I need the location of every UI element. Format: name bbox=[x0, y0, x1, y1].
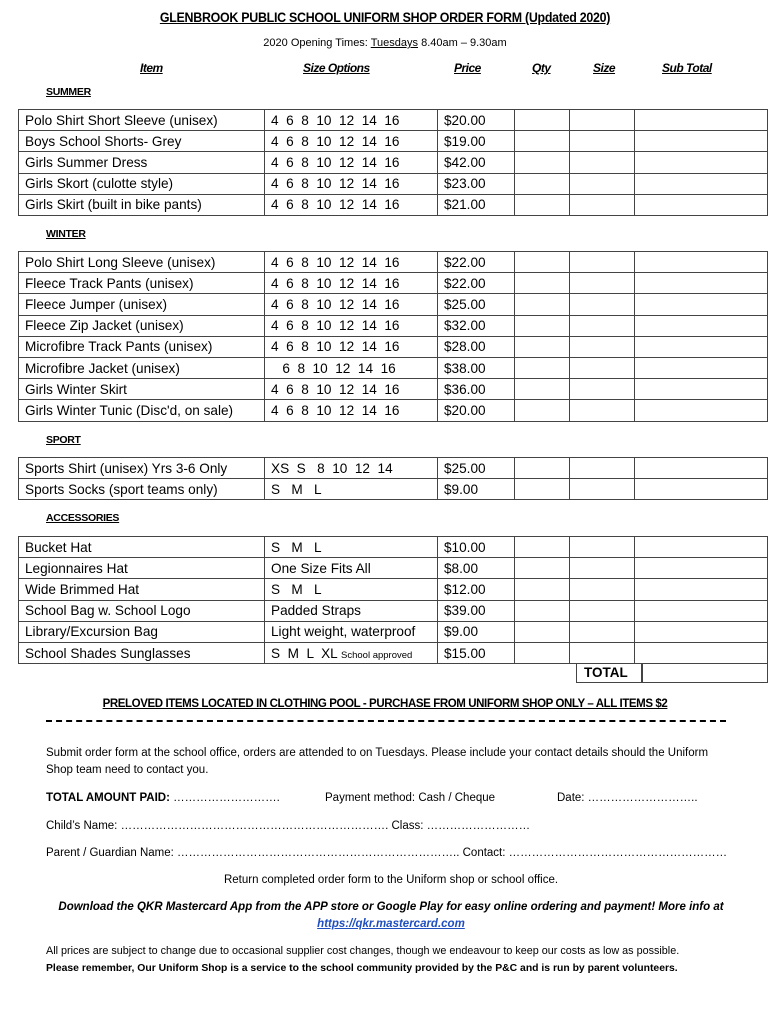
size-field[interactable] bbox=[570, 110, 635, 131]
header-size-options: Size Options bbox=[303, 61, 370, 75]
size-field[interactable] bbox=[570, 600, 635, 621]
table-row bbox=[19, 621, 768, 642]
qkr-promo-text: Download the QKR Mastercard App from the APP store or Google Play for easy online ordering and payment! More info at bbox=[58, 901, 724, 913]
size-options: 6 8 10 12 14 16 bbox=[265, 357, 438, 378]
item-name: Boys School Shorts- Grey bbox=[19, 131, 265, 152]
qkr-promo bbox=[46, 899, 736, 933]
size-options: 4 6 8 10 12 14 16 bbox=[265, 152, 438, 173]
date-field[interactable]: Date: ……………………….. bbox=[557, 792, 698, 804]
size-options: S M L bbox=[265, 579, 438, 600]
size-options: 4 6 8 10 12 14 16 bbox=[265, 110, 438, 131]
item-price: $25.00 bbox=[438, 458, 515, 479]
size-field[interactable] bbox=[570, 479, 635, 500]
item-name: Fleece Jumper (unisex) bbox=[19, 294, 265, 315]
item-price: $20.00 bbox=[438, 110, 515, 131]
section-label-sport: SPORT bbox=[46, 434, 81, 446]
item-price: $9.00 bbox=[438, 479, 515, 500]
parent-name-field[interactable]: Parent / Guardian Name: ……………………………………………………………….. Contact: ………………………………………………… bbox=[46, 847, 728, 859]
item-price: $15.00 bbox=[438, 642, 515, 663]
qty-field[interactable] bbox=[515, 194, 570, 215]
subtotal-field[interactable] bbox=[635, 336, 768, 357]
table-row bbox=[19, 294, 768, 315]
qty-field[interactable] bbox=[515, 152, 570, 173]
size-options: 4 6 8 10 12 14 16 bbox=[265, 400, 438, 421]
table-row bbox=[19, 357, 768, 378]
submit-instructions: Submit order form at the school office, orders are attended to on Tuesdays. Please include your contact details should the Uniform Shop team need to contact you. bbox=[46, 747, 709, 776]
subtotal-field[interactable] bbox=[635, 642, 768, 663]
item-name: Sports Socks (sport teams only) bbox=[19, 479, 265, 500]
table-row bbox=[19, 173, 768, 194]
subtotal-field[interactable] bbox=[635, 252, 768, 273]
item-price: $10.00 bbox=[438, 537, 515, 558]
item-name: Wide Brimmed Hat bbox=[19, 579, 265, 600]
size-options: 4 6 8 10 12 14 16 bbox=[265, 294, 438, 315]
item-name: Legionnaires Hat bbox=[19, 558, 265, 579]
table-row bbox=[19, 194, 768, 215]
item-name: School Shades Sunglasses bbox=[19, 642, 265, 663]
preloved-notice: PRELOVED ITEMS LOCATED IN CLOTHING POOL - PURCHASE FROM UNIFORM SHOP ONLY – ALL ITEMS $2 bbox=[102, 698, 668, 710]
payment-method: Payment method: Cash / Cheque bbox=[325, 792, 496, 804]
item-name: Polo Shirt Long Sleeve (unisex) bbox=[19, 252, 265, 273]
total-label: TOTAL bbox=[576, 663, 642, 683]
qty-field[interactable] bbox=[515, 579, 570, 600]
qty-field[interactable] bbox=[515, 379, 570, 400]
total-paid-line bbox=[46, 790, 306, 807]
item-name: Microfibre Jacket (unisex) bbox=[19, 357, 265, 378]
size-field[interactable] bbox=[570, 131, 635, 152]
item-price: $36.00 bbox=[438, 379, 515, 400]
size-options: Light weight, waterproof bbox=[265, 621, 438, 642]
subtotal-field[interactable] bbox=[635, 173, 768, 194]
winter-table bbox=[18, 251, 768, 422]
table-row bbox=[19, 558, 768, 579]
item-name: Polo Shirt Short Sleeve (unisex) bbox=[19, 110, 265, 131]
opening-day: Tuesdays bbox=[370, 37, 419, 49]
qkr-link[interactable]: https://qkr.mastercard.com bbox=[317, 918, 465, 930]
item-price: $25.00 bbox=[438, 294, 515, 315]
total-paid-field[interactable]: ………………………. bbox=[169, 792, 280, 804]
table-row bbox=[19, 110, 768, 131]
section-label-winter: WINTER bbox=[46, 228, 86, 240]
size-options: Padded Straps bbox=[265, 600, 438, 621]
subtotal-field[interactable] bbox=[635, 458, 768, 479]
size-options: 4 6 8 10 12 14 16 bbox=[265, 315, 438, 336]
item-price: $42.00 bbox=[438, 152, 515, 173]
subtotal-field[interactable] bbox=[635, 273, 768, 294]
subtotal-field[interactable] bbox=[635, 558, 768, 579]
size-field[interactable] bbox=[570, 194, 635, 215]
prices-note: All prices are subject to change due to occasional supplier cost changes, though we endeavour to keep our costs as low as possible. bbox=[46, 945, 680, 957]
item-price: $22.00 bbox=[438, 252, 515, 273]
item-price: $9.00 bbox=[438, 621, 515, 642]
size-options: 4 6 8 10 12 14 16 bbox=[265, 173, 438, 194]
item-price: $20.00 bbox=[438, 400, 515, 421]
size-field[interactable] bbox=[570, 621, 635, 642]
section-label-summer: SUMMER bbox=[46, 86, 91, 98]
item-name: School Bag w. School Logo bbox=[19, 600, 265, 621]
qty-field[interactable] bbox=[515, 336, 570, 357]
size-options: S M L bbox=[265, 537, 438, 558]
item-name: Girls Skirt (built in bike pants) bbox=[19, 194, 265, 215]
accessories-table bbox=[18, 536, 768, 664]
qty-field[interactable] bbox=[515, 621, 570, 642]
header-subtotal: Sub Total bbox=[662, 61, 712, 75]
qty-field[interactable] bbox=[515, 315, 570, 336]
subtotal-field[interactable] bbox=[635, 194, 768, 215]
size-options: 4 6 8 10 12 14 16 bbox=[265, 252, 438, 273]
subtotal-field[interactable] bbox=[635, 579, 768, 600]
size-options: 4 6 8 10 12 14 16 bbox=[265, 336, 438, 357]
table-row bbox=[19, 131, 768, 152]
table-row bbox=[19, 273, 768, 294]
sport-table bbox=[18, 457, 768, 500]
size-field[interactable] bbox=[570, 336, 635, 357]
qty-field[interactable] bbox=[515, 400, 570, 421]
size-field[interactable] bbox=[570, 379, 635, 400]
table-row bbox=[19, 479, 768, 500]
child-name-field[interactable]: Child’s Name: ……………………………………………………………. Class: ……………………… bbox=[46, 820, 531, 832]
header-item: Item bbox=[140, 61, 163, 75]
size-field[interactable] bbox=[570, 173, 635, 194]
item-name: Bucket Hat bbox=[19, 537, 265, 558]
size-field[interactable] bbox=[570, 458, 635, 479]
item-price: $23.00 bbox=[438, 173, 515, 194]
qty-field[interactable] bbox=[515, 173, 570, 194]
size-options: 4 6 8 10 12 14 16 bbox=[265, 131, 438, 152]
table-row bbox=[19, 379, 768, 400]
opening-times-prefix: 2020 Opening Times: bbox=[263, 37, 371, 49]
table-row bbox=[19, 579, 768, 600]
table-row bbox=[19, 642, 768, 663]
volunteer-note: Please remember, Our Uniform Shop is a service to the school community provided by the P&C and is run by parent volunteers. bbox=[46, 963, 678, 974]
size-options: 4 6 8 10 12 14 16 bbox=[265, 194, 438, 215]
table-row bbox=[19, 336, 768, 357]
table-row bbox=[19, 537, 768, 558]
size-options-note: School approved bbox=[341, 649, 413, 661]
item-price: $32.00 bbox=[438, 315, 515, 336]
size-field[interactable] bbox=[570, 579, 635, 600]
size-field[interactable] bbox=[570, 642, 635, 663]
qty-field[interactable] bbox=[515, 458, 570, 479]
size-field[interactable] bbox=[570, 294, 635, 315]
table-row bbox=[19, 315, 768, 336]
item-name: Sports Shirt (unisex) Yrs 3-6 Only bbox=[19, 458, 265, 479]
qty-field[interactable] bbox=[515, 131, 570, 152]
header-size: Size bbox=[593, 61, 616, 75]
subtotal-field[interactable] bbox=[635, 621, 768, 642]
subtotal-field[interactable] bbox=[635, 315, 768, 336]
item-price: $39.00 bbox=[438, 600, 515, 621]
size-field[interactable] bbox=[570, 252, 635, 273]
item-price: $8.00 bbox=[438, 558, 515, 579]
item-name: Girls Winter Skirt bbox=[19, 379, 265, 400]
subtotal-field[interactable] bbox=[635, 537, 768, 558]
size-options bbox=[265, 642, 438, 663]
table-row bbox=[19, 252, 768, 273]
size-options: 4 6 8 10 12 14 16 bbox=[265, 379, 438, 400]
return-instructions: Return completed order form to the Uniform shop or school office. bbox=[223, 874, 559, 886]
item-name: Microfibre Track Pants (unisex) bbox=[19, 336, 265, 357]
subtotal-field[interactable] bbox=[635, 479, 768, 500]
subtotal-field[interactable] bbox=[635, 600, 768, 621]
total-value-field[interactable] bbox=[642, 663, 768, 683]
size-field[interactable] bbox=[570, 537, 635, 558]
qty-field[interactable] bbox=[515, 558, 570, 579]
subtotal-field[interactable] bbox=[635, 110, 768, 131]
divider bbox=[46, 720, 726, 722]
qty-field[interactable] bbox=[515, 642, 570, 663]
qty-field[interactable] bbox=[515, 600, 570, 621]
size-field[interactable] bbox=[570, 152, 635, 173]
table-row bbox=[19, 458, 768, 479]
item-price: $21.00 bbox=[438, 194, 515, 215]
subtotal-field[interactable] bbox=[635, 152, 768, 173]
header-price: Price bbox=[454, 61, 481, 75]
header-qty: Qty bbox=[532, 61, 551, 75]
size-field[interactable] bbox=[570, 357, 635, 378]
subtotal-field[interactable] bbox=[635, 400, 768, 421]
size-field[interactable] bbox=[570, 400, 635, 421]
size-options-text: S M L XL bbox=[271, 645, 338, 661]
total-paid-label: TOTAL AMOUNT PAID: bbox=[46, 792, 170, 804]
qty-field[interactable] bbox=[515, 252, 570, 273]
item-price: $19.00 bbox=[438, 131, 515, 152]
table-row bbox=[19, 400, 768, 421]
size-field[interactable] bbox=[570, 273, 635, 294]
qty-field[interactable] bbox=[515, 273, 570, 294]
summer-table bbox=[18, 109, 768, 216]
opening-times bbox=[0, 37, 770, 49]
item-name: Girls Winter Tunic (Disc'd, on sale) bbox=[19, 400, 265, 421]
opening-hours: 8.40am – 9.30am bbox=[418, 37, 507, 49]
qty-field[interactable] bbox=[515, 294, 570, 315]
item-price: $38.00 bbox=[438, 357, 515, 378]
size-options: 4 6 8 10 12 14 16 bbox=[265, 273, 438, 294]
item-name: Library/Excursion Bag bbox=[19, 621, 265, 642]
qty-field[interactable] bbox=[515, 357, 570, 378]
section-label-accessories: ACCESSORIES bbox=[46, 512, 120, 524]
size-options: One Size Fits All bbox=[265, 558, 438, 579]
item-name: Girls Summer Dress bbox=[19, 152, 265, 173]
size-field[interactable] bbox=[570, 558, 635, 579]
subtotal-field[interactable] bbox=[635, 357, 768, 378]
size-options: XS S 8 10 12 14 bbox=[265, 458, 438, 479]
size-field[interactable] bbox=[570, 315, 635, 336]
item-price: $28.00 bbox=[438, 336, 515, 357]
item-price: $12.00 bbox=[438, 579, 515, 600]
table-row bbox=[19, 600, 768, 621]
qty-field[interactable] bbox=[515, 479, 570, 500]
item-name: Fleece Track Pants (unisex) bbox=[19, 273, 265, 294]
item-price: $22.00 bbox=[438, 273, 515, 294]
item-name: Girls Skort (culotte style) bbox=[19, 173, 265, 194]
qty-field[interactable] bbox=[515, 537, 570, 558]
table-row bbox=[19, 152, 768, 173]
subtotal-field[interactable] bbox=[635, 131, 768, 152]
item-name: Fleece Zip Jacket (unisex) bbox=[19, 315, 265, 336]
qty-field[interactable] bbox=[515, 110, 570, 131]
size-options: S M L bbox=[265, 479, 438, 500]
subtotal-field[interactable] bbox=[635, 379, 768, 400]
subtotal-field[interactable] bbox=[635, 294, 768, 315]
form-title: GLENBROOK PUBLIC SCHOOL UNIFORM SHOP ORDER FORM (Updated 2020) bbox=[159, 10, 611, 25]
